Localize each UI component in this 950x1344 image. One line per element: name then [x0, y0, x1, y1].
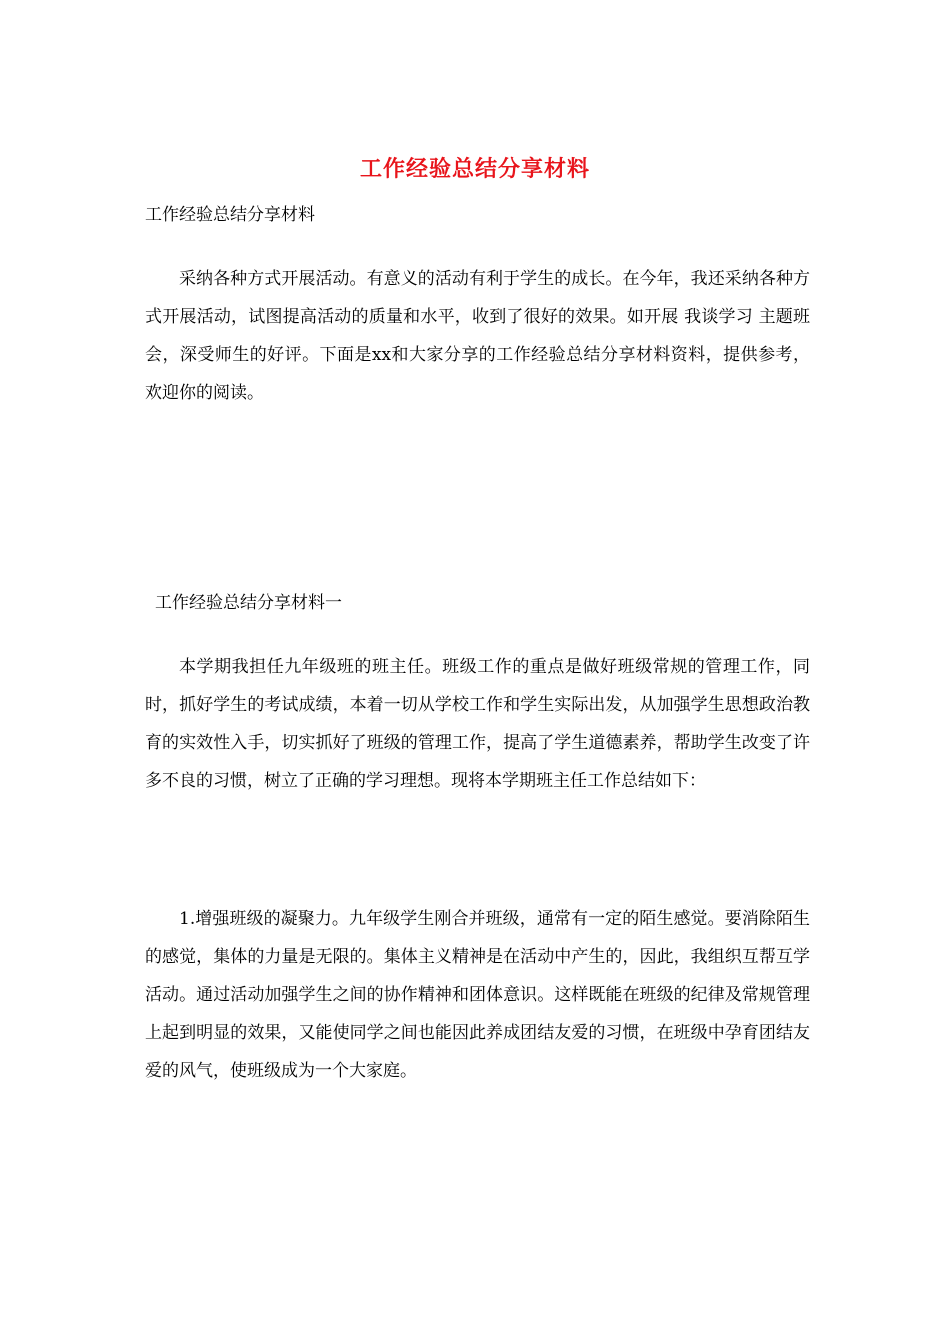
- point-1-paragraph: 1.增强班级的凝聚力。九年级学生刚合并班级，通常有一定的陌生感觉。要消除陌生的感觉，集体的力量是无限的。集体主义精神是在活动中产生的，因此，我组织互帮互学活动。通过活动加强学生之间的协作精神和团体意识。这样既能在班级的纪律及常规管理上起到明显的效果，又能使同学之间也能因此养成团结友爱的习惯，在班级中孕育团结友爱的风气，使班级成为一个大家庭。: [145, 909, 810, 1081]
- document-subtitle: 工作经验总结分享材料: [145, 205, 315, 225]
- body-paragraph: 本学期我担任九年级班的班主任。班级工作的重点是做好班级常规的管理工作，同时，抓好学生的考试成绩，本着一切从学校工作和学生实际出发，从加强学生思想政治教育的实效性入手，切实抓好了班级的管理工作，提高了学生道德素养，帮助学生改变了许多不良的习惯，树立了正确的学习理想。现将本学期班主任工作总结如下：: [145, 657, 810, 791]
- intro-paragraph: 采纳各种方式开展活动。有意义的活动有利于学生的成长。在今年，我还采纳各种方式开展活动，试图提高活动的质量和水平，收到了很好的效果。如开展 我谈学习 主题班会，深受师生的好评。下面是xx和大家分享的工作经验总结分享材料资料，提供参考，欢迎你的阅读。: [145, 269, 810, 403]
- document-title: 工作经验总结分享材料: [359, 156, 590, 182]
- section-heading: 工作经验总结分享材料一: [155, 593, 342, 613]
